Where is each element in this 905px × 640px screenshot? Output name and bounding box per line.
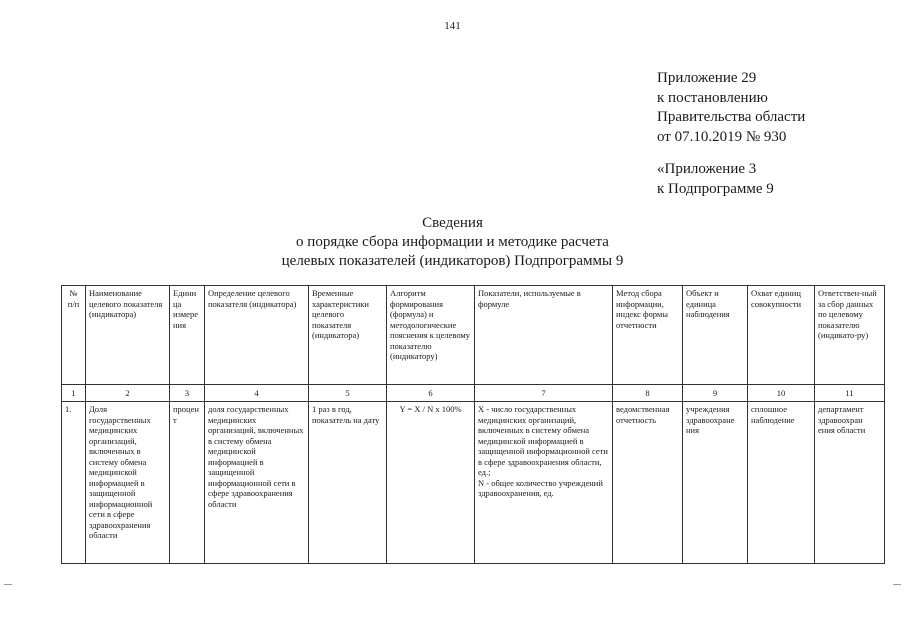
indicator-name: Доля государственных медицинских организаций, включенных в систему обмена медицинской информацией в защищенной информационной сети в сфере здравоохранения области xyxy=(86,402,170,564)
column-number: 6 xyxy=(387,385,475,402)
variable-x: X - число государственных медицинских организаций, включенных в систему обмена медицинской информацией в защищенной информационной сети в сфере здравоохранения области, ед.; xyxy=(478,404,608,477)
annex-block xyxy=(657,69,805,199)
page-number: 141 xyxy=(444,20,461,32)
column-number-row xyxy=(62,385,885,402)
annex-sub-line: «Приложение 3 xyxy=(657,161,757,177)
indicator-object: учреждения здравоохране ния xyxy=(683,402,748,564)
column-number: 5 xyxy=(309,385,387,402)
header-cell: Охват единиц совокупности xyxy=(748,286,815,385)
title-line: целевых показателей (индикаторов) Подпрограммы 9 xyxy=(281,253,624,269)
header-cell: Объект и единица наблюдения xyxy=(683,286,748,385)
column-number: 9 xyxy=(683,385,748,402)
indicator-unit: процен т xyxy=(170,402,205,564)
annex-line: Правительства области xyxy=(657,109,806,125)
indicator-time: 1 раз в год, показатель на дату xyxy=(309,402,387,564)
annex-line: к постановлению xyxy=(657,89,768,106)
column-number: 3 xyxy=(170,385,205,402)
indicator-coverage: сплошное наблюдение xyxy=(748,402,815,564)
title-line: о порядке сбора информации и методике расчета xyxy=(296,234,609,250)
header-cell: № п/п xyxy=(62,286,86,385)
margin-mark-right xyxy=(893,584,901,585)
annex-line: от 07.10.2019 № 930 xyxy=(657,128,787,145)
annex-line: Приложение 29 xyxy=(657,70,757,86)
margin-mark-left xyxy=(4,584,12,585)
indicator-formula: Y = X / N x 100% xyxy=(387,402,475,564)
column-number: 11 xyxy=(815,385,885,402)
variable-n: N - общее количество учреждений здравоохранения, ед. xyxy=(478,477,603,498)
header-cell: Алгоритм формирования (формула) и методологические пояснения к целевому показателю (индикатору) xyxy=(387,286,475,385)
column-number: 10 xyxy=(748,385,815,402)
column-number: 2 xyxy=(86,385,170,402)
header-cell: Временные характеристики целевого показателя (индикатора) xyxy=(309,286,387,385)
indicator-method: ведомственная отчетность xyxy=(613,402,683,564)
column-number: 1 xyxy=(62,385,86,402)
row-number: 1. xyxy=(62,402,86,564)
indicator-responsible: департамент здравоохран ения области xyxy=(815,402,885,564)
indicator-variables xyxy=(475,402,613,564)
header-cell: Показатели, используемые в формуле xyxy=(475,286,613,385)
header-cell: Определение целевого показателя (индикатора) xyxy=(205,286,309,385)
title-line: Сведения xyxy=(422,215,483,231)
column-number: 7 xyxy=(475,385,613,402)
header-cell: Едини ца измере ния xyxy=(170,286,205,385)
column-number: 8 xyxy=(613,385,683,402)
annex-sub-line: к Подпрограмме 9 xyxy=(657,180,774,197)
header-cell: Метод сбора информации, индекс формы отчетности xyxy=(613,286,683,385)
indicators-table xyxy=(61,285,885,564)
header-cell: Ответствен-ный за сбор данных по целевому показателю (индикато-ру) xyxy=(815,286,885,385)
document-title xyxy=(0,214,905,271)
table-header-row xyxy=(62,286,885,385)
column-number: 4 xyxy=(205,385,309,402)
indicator-definition: доля государственных медицинских организаций, включенных в систему обмена медицинской информацией в защищенной информационной сети в сфере здравоохранения области xyxy=(205,402,309,564)
header-cell: Наименование целевого показателя (индикатора) xyxy=(86,286,170,385)
table-row xyxy=(62,402,885,564)
